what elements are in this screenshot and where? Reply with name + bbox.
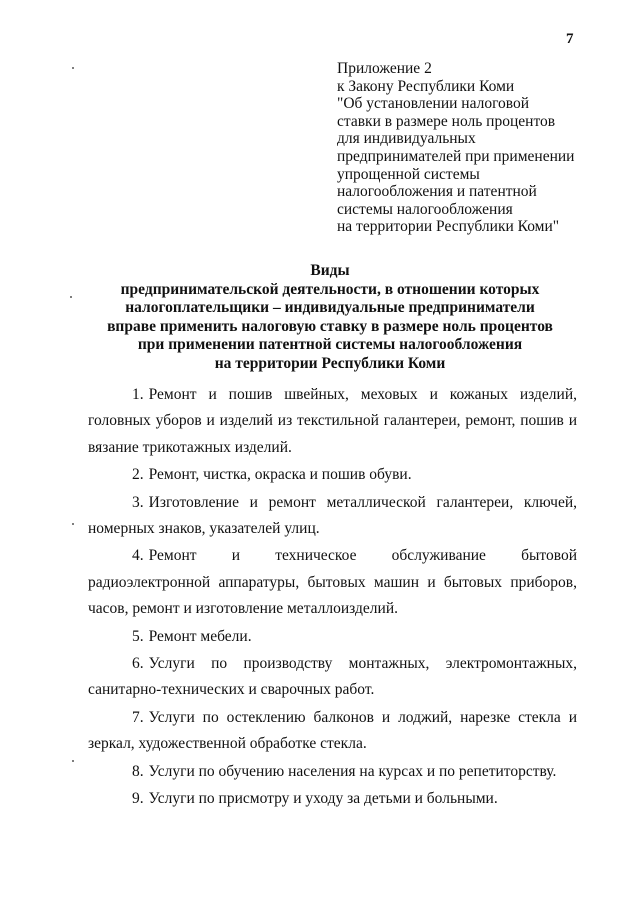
title-line: вправе применить налоговую ставку в размере ноль процентов <box>107 317 553 335</box>
item-text: Услуги по остеклению балконов и лоджий, нарезке стекла и зеркал, художественной обработке стекла. <box>88 708 577 753</box>
appendix-header <box>337 60 627 236</box>
item-number: 3. <box>132 493 144 511</box>
list-item <box>88 490 577 543</box>
item-number: 5. <box>132 627 144 645</box>
title-line: Виды <box>310 262 350 279</box>
list-item <box>88 705 577 758</box>
item-text: Услуги по производству монтажных, электромонтажных, санитарно-технических и сварочных работ. <box>88 655 577 699</box>
list-item <box>88 624 577 650</box>
item-number: 7. <box>132 708 144 726</box>
appendix-line: к Закону Республики Коми <box>337 77 515 95</box>
item-number: 9. <box>132 790 144 808</box>
appendix-line: предпринимателей при применении <box>337 147 575 165</box>
title-line: на территории Республики Коми <box>214 354 446 372</box>
activity-list <box>88 382 577 814</box>
list-item <box>88 543 577 622</box>
item-text: Услуги по присмотру и уходу за детьми и больными. <box>148 790 498 808</box>
appendix-line: "Об установлении налоговой <box>337 95 530 113</box>
appendix-line: Приложение 2 <box>337 60 432 77</box>
scan-speck <box>70 296 72 298</box>
appendix-line: упрощенной системы <box>337 165 480 183</box>
document-title <box>60 262 600 374</box>
page-number: 7 <box>566 31 574 47</box>
list-item <box>88 786 577 812</box>
item-text: Услуги по обучению населения на курсах и по репетиторству. <box>148 762 557 780</box>
appendix-line: налогообложения и патентной <box>337 183 537 201</box>
item-number: 8. <box>132 762 144 780</box>
list-item <box>88 759 577 785</box>
scan-speck <box>72 523 74 525</box>
title-line: предпринимательской деятельности, в отношении которых <box>120 280 540 298</box>
scan-speck <box>72 67 74 69</box>
title-line: налогоплательщики – индивидуальные предприниматели <box>125 299 535 317</box>
title-line: при применении патентной системы налогообложения <box>137 336 523 354</box>
item-text: Ремонт, чистка, окраска и пошив обуви. <box>148 466 412 484</box>
list-item <box>88 382 577 461</box>
item-text: Ремонт и пошив швейных, меховых и кожаных изделий, головных уборов и изделий из текстильной галантереи, ремонт, пошив и вязание трикотажных изделий. <box>88 386 577 456</box>
item-text: Ремонт и техническое обслуживание бытовой радиоэлектронной аппаратуры, бытовых машин и бытовых приборов, часов, ремонт и изготовление металлоизделий. <box>88 547 577 618</box>
list-item <box>88 651 577 704</box>
scan-speck <box>72 760 74 762</box>
list-item <box>88 462 577 488</box>
item-text: Изготовление и ремонт металлической галантереи, ключей, номерных знаков, указателей улиц. <box>88 493 577 538</box>
item-number: 6. <box>132 655 144 673</box>
appendix-line: ставки в размере ноль процентов <box>337 112 556 130</box>
item-number: 2. <box>132 466 144 484</box>
item-number: 1. <box>132 386 144 403</box>
appendix-line: на территории Республики Коми" <box>337 218 560 236</box>
item-text: Ремонт мебели. <box>148 627 252 645</box>
appendix-line: для индивидуальных <box>337 130 476 148</box>
item-number: 4. <box>132 547 144 565</box>
appendix-line: системы налогообложения <box>337 200 513 218</box>
